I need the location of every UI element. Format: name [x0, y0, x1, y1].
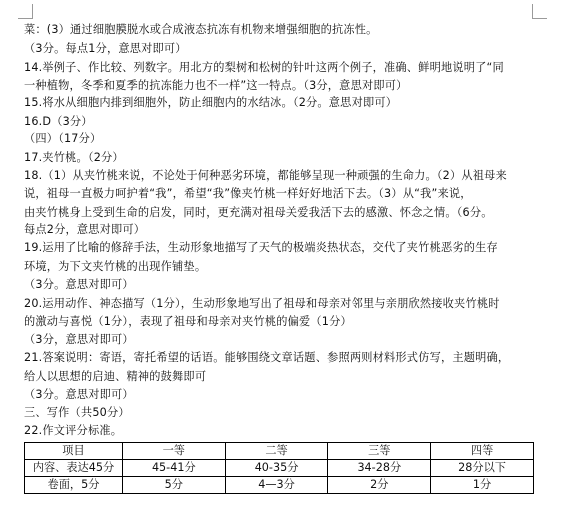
table-cell: 1分: [431, 477, 534, 494]
text-line: 菜：(3）通过细胞膜脱水或合成液态抗冻有机物来增强细胞的抗冻性。: [24, 23, 378, 36]
text-line: （3分。意思对即可）: [24, 388, 134, 401]
text-line: 17.夹竹桃。（2分）: [24, 151, 124, 164]
table-header-cell: 三等: [328, 443, 431, 460]
text-line: （四）（17分）: [24, 132, 102, 145]
text-line: 16.D（3分）: [24, 115, 93, 128]
table-cell: 34-28分: [328, 460, 431, 477]
table-cell: 40-35分: [225, 460, 328, 477]
text-line: （3分。每点1分，意思对即可）: [24, 42, 187, 55]
text-line: （3分。意思对即可）: [24, 278, 134, 291]
text-line: 环境，为下文夹竹桃的出现作铺垫。: [24, 260, 207, 273]
table-header-cell: 项目: [25, 443, 123, 460]
table-cell: 28分以下: [431, 460, 534, 477]
text-line: 14.举例子、作比较、列数字。用北方的梨树和松树的针叶这两个例子，准确、鲜明地说明了“同: [24, 61, 504, 74]
table-row: [25, 460, 534, 477]
scoring-table: [24, 442, 534, 494]
text-line: 20.运用动作、神态描写（1分），生动形象地写出了祖母和母亲对邻里与亲朋欣然接收夹竹桃时: [24, 297, 500, 310]
table-header-row: [25, 443, 534, 460]
table-cell: 5分: [122, 477, 225, 494]
page-corner-mark-right: [532, 4, 547, 19]
text-line: 一种植物，冬季和夏季的抗冻能力也不一样”这一特点。（3分，意思对即可）: [24, 79, 408, 92]
table-cell: 卷面，5分: [25, 477, 123, 494]
text-line: 19.运用了比喻的修辞手法，生动形象地描写了天气的极端炎热状态，交代了夹竹桃恶劣的生存: [24, 241, 498, 254]
page-corner-mark-left: [18, 4, 33, 19]
text-line: 每点2分，意思对即可）: [24, 223, 146, 236]
text-line: 22.作文评分标准。: [24, 424, 123, 437]
text-line: 三、写作（共50分）: [24, 406, 130, 419]
table-header-cell: 四等: [431, 443, 534, 460]
text-line: 给人以思想的启迪、精神的鼓舞即可: [24, 370, 207, 383]
table-cell: 4—3分: [225, 477, 328, 494]
text-line: 18.（1）从夹竹桃来说，不论处于何种恶劣环境，都能够呈现一种顽强的生命力。（2）从祖母来: [24, 169, 507, 182]
text-line: 说，祖母一直极力呵护着“我”，希望“我”像夹竹桃一样好好地活下去。（3）从“我”来说，: [24, 187, 472, 200]
table-row: [25, 477, 534, 494]
text-line: 由夹竹桃身上受到生命的启发，同时，更充满对祖母关爱我活下去的感激、怀念之情。（6分。: [24, 206, 493, 219]
table-header-cell: 一等: [122, 443, 225, 460]
table-header-cell: 二等: [225, 443, 328, 460]
table-cell: 2分: [328, 477, 431, 494]
text-line: 15.将水从细胞内排到细胞外，防止细胞内的水结冰。（2分。意思对即可）: [24, 96, 398, 109]
text-line: 的激动与喜悦（1分），表现了祖母和母亲对夹竹桃的偏爱（1分）: [24, 315, 352, 328]
text-line: 21.答案说明：寄语，寄托希望的话语。能够围绕文章话题、参照两则材料形式仿写，主题明确，: [24, 351, 510, 364]
text-line: （3分，意思对即可）: [24, 333, 134, 346]
table-cell: 内容、表达45分: [25, 460, 123, 477]
table-cell: 45-41分: [122, 460, 225, 477]
